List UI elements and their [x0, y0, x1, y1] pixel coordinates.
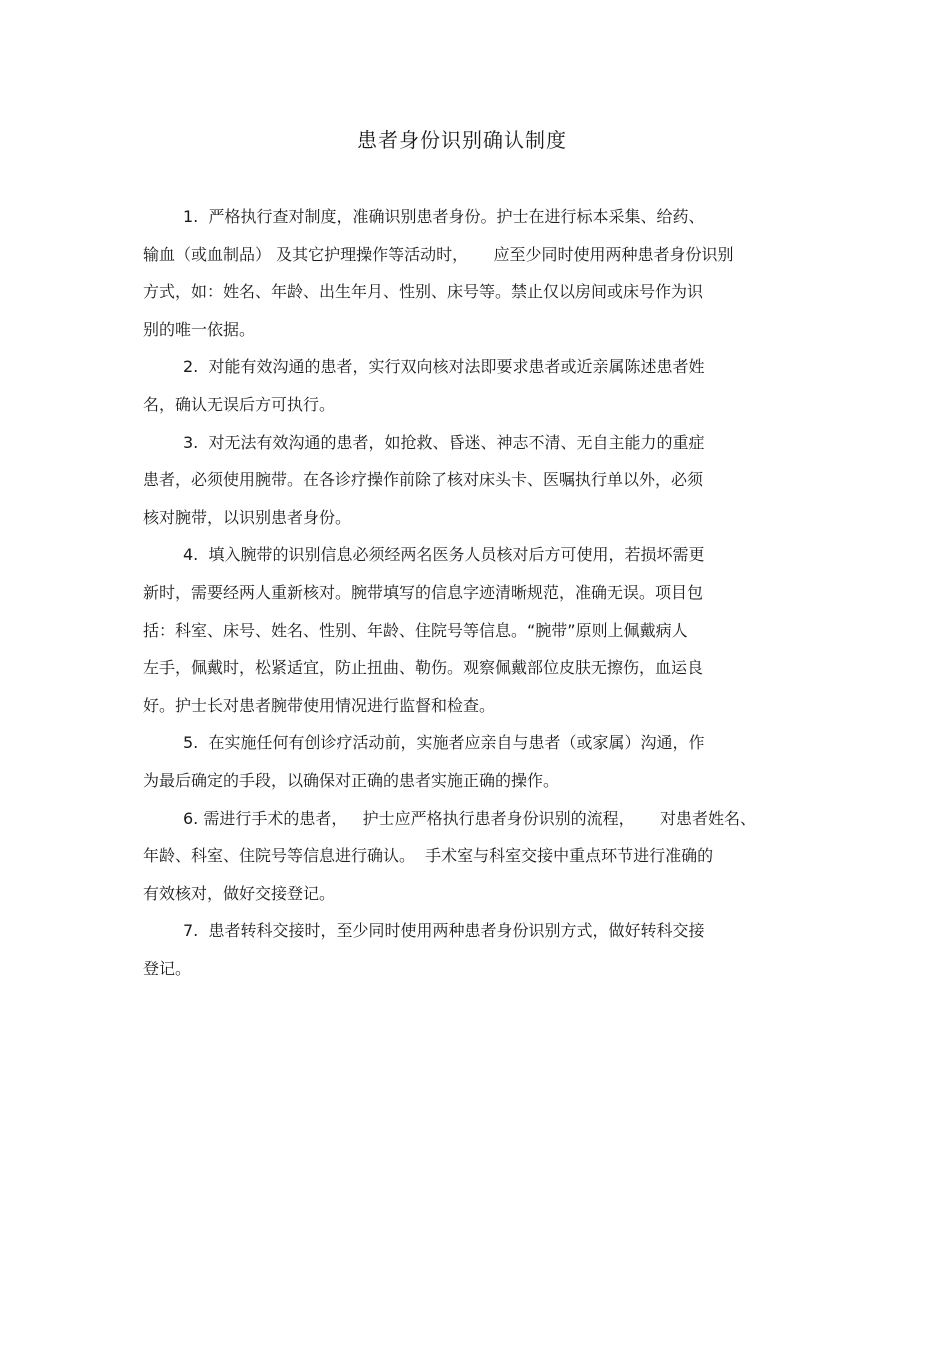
- paragraph-line: 登记。: [143, 958, 192, 978]
- paragraph-line: 5. 在实施任何有创诊疗活动前，实施者应亲自与患者（或家属）沟通，作: [183, 733, 705, 753]
- paragraph-2: [143, 348, 823, 423]
- paragraph-line: 括：科室、床号、姓名、性别、年龄、住院号等信息。“腕带”原则上佩戴病人: [143, 620, 688, 640]
- paragraph-line: 方式，如：姓名、年龄、出生年月、性别、床号等。禁止仅以房间或床号作为识: [143, 282, 704, 302]
- paragraph-line: 6. 需进行手术的患者， 护士应严格执行患者身份识别的流程， 对患者姓名、: [183, 808, 757, 828]
- paragraph-line: 为最后确定的手段，以确保对正确的患者实施正确的操作。: [143, 770, 560, 790]
- paragraph-line: 核对腕带，以识别患者身份。: [143, 507, 352, 527]
- paragraph-4: [143, 536, 823, 724]
- paragraph-line: 3. 对无法有效沟通的患者，如抢救、昏迷、神志不清、无自主能力的重症: [183, 432, 705, 452]
- paragraph-line: 名，确认无误后方可执行。: [143, 394, 336, 414]
- paragraph-line: 好。护士长对患者腕带使用情况进行监督和检查。: [143, 695, 496, 715]
- paragraph-line: 2. 对能有效沟通的患者，实行双向核对法即要求患者或近亲属陈述患者姓: [183, 357, 705, 377]
- paragraph-line: 有效核对，做好交接登记。: [143, 883, 336, 903]
- document-title: 患者身份识别确认制度: [357, 128, 567, 152]
- paragraph-line: 年龄、科室、住院号等信息进行确认。 手术室与科室交接中重点环节进行准确的: [143, 846, 714, 866]
- paragraph-line: 1. 严格执行查对制度，准确识别患者身份。护士在进行标本采集、给药、: [183, 207, 705, 226]
- paragraph-line: 别的唯一依据。: [143, 319, 256, 339]
- paragraph-1: [143, 198, 823, 348]
- paragraph-7: [143, 912, 823, 987]
- paragraph-line: 输血（或血制品） 及其它护理操作等活动时， 应至少同时使用两种患者身份识别: [143, 244, 734, 264]
- paragraph-line: 患者，必须使用腕带。在各诊疗操作前除了核对床头卡、医嘱执行单以外，必须: [143, 470, 704, 490]
- paragraph-line: 左手，佩戴时，松紧适宜，防止扭曲、勒伤。观察佩戴部位皮肤无擦伤，血运良: [143, 658, 704, 678]
- paragraph-line: 新时，需要经两人重新核对。腕带填写的信息字迹清晰规范，准确无误。项目包: [143, 582, 704, 602]
- paragraph-line: 4. 填入腕带的识别信息必须经两名医务人员核对后方可使用，若损坏需更: [183, 545, 705, 565]
- paragraph-5: [143, 724, 823, 799]
- document-body: [143, 198, 823, 987]
- paragraph-3: [143, 424, 823, 537]
- paragraph-6: [143, 800, 823, 913]
- paragraph-line: 7. 患者转科交接时，至少同时使用两种患者身份识别方式，做好转科交接: [183, 921, 705, 941]
